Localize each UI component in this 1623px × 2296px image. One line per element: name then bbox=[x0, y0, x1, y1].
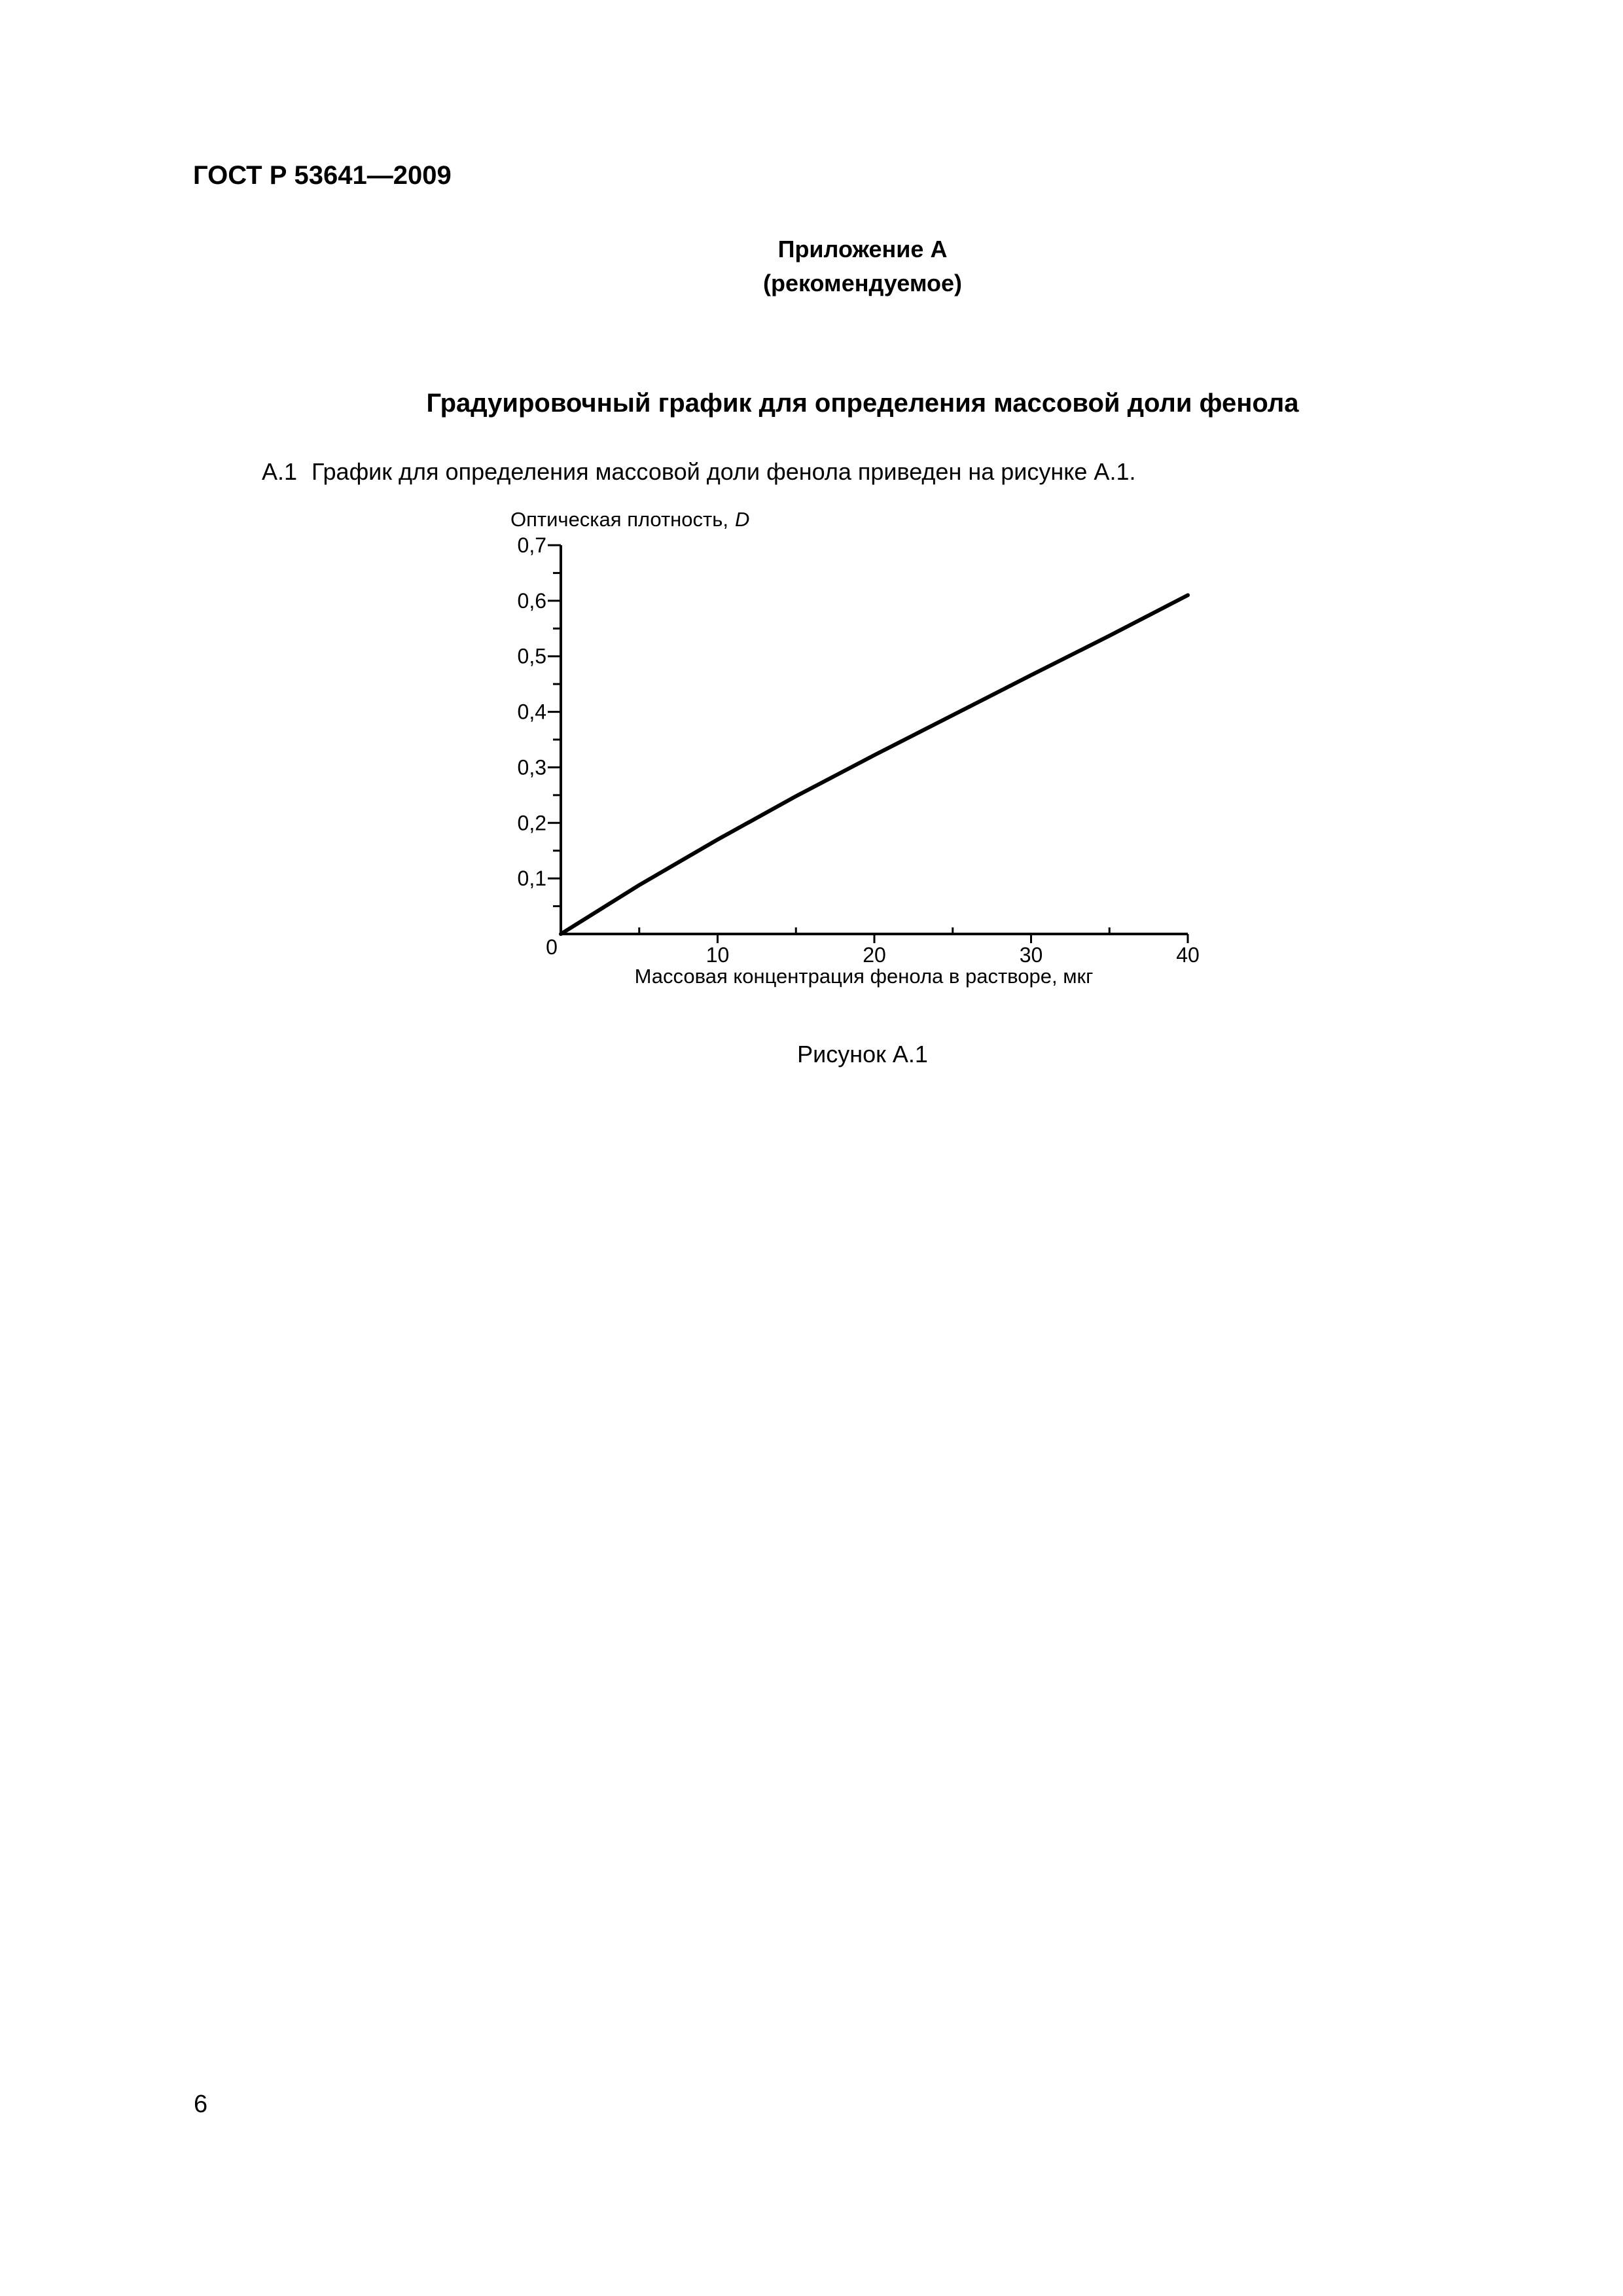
document-header: ГОСТ Р 53641—2009 bbox=[193, 161, 452, 190]
chart-series bbox=[561, 595, 1188, 934]
paragraph-number: А.1 bbox=[262, 458, 298, 485]
series-line bbox=[561, 595, 1188, 934]
x-tick-label: 0 bbox=[546, 935, 558, 959]
y-axis-label bbox=[510, 508, 749, 531]
paragraph bbox=[262, 458, 1135, 486]
chart-tick-labels bbox=[518, 533, 1200, 967]
figure-caption: Рисунок А.1 bbox=[797, 1041, 928, 1067]
x-tick-label: 40 bbox=[1176, 943, 1200, 967]
y-tick-label: 0,1 bbox=[517, 867, 546, 891]
appendix-heading bbox=[0, 232, 1623, 300]
y-tick-label: 0,6 bbox=[517, 588, 546, 613]
x-axis-label: Массовая концентрация фенола в растворе, мкг bbox=[634, 965, 1094, 988]
x-tick-label: 30 bbox=[1019, 943, 1043, 967]
paragraph-text: График для определения массовой доли фенола приведен на рисунке А.1. bbox=[312, 458, 1136, 485]
y-axis-label-text: Оптическая плотность, bbox=[510, 508, 728, 531]
y-tick-label: 0,7 bbox=[517, 533, 546, 557]
x-tick-label: 10 bbox=[705, 943, 730, 967]
y-tick-label: 0,2 bbox=[517, 811, 546, 835]
y-tick-label: 0,5 bbox=[517, 644, 546, 668]
x-tick-label: 20 bbox=[863, 943, 886, 967]
section-title: Градуировочный график для определения массовой доли фенола bbox=[426, 389, 1299, 418]
calibration-chart bbox=[484, 504, 1230, 1001]
y-tick-label: 0,3 bbox=[517, 755, 546, 780]
y-axis-label-symbol: D bbox=[735, 508, 750, 531]
appendix-status: (рекомендуемое) bbox=[763, 270, 962, 296]
y-tick-label: 0,4 bbox=[517, 700, 546, 724]
appendix-title: Приложение А bbox=[777, 236, 948, 262]
page-number: 6 bbox=[194, 2090, 208, 2118]
